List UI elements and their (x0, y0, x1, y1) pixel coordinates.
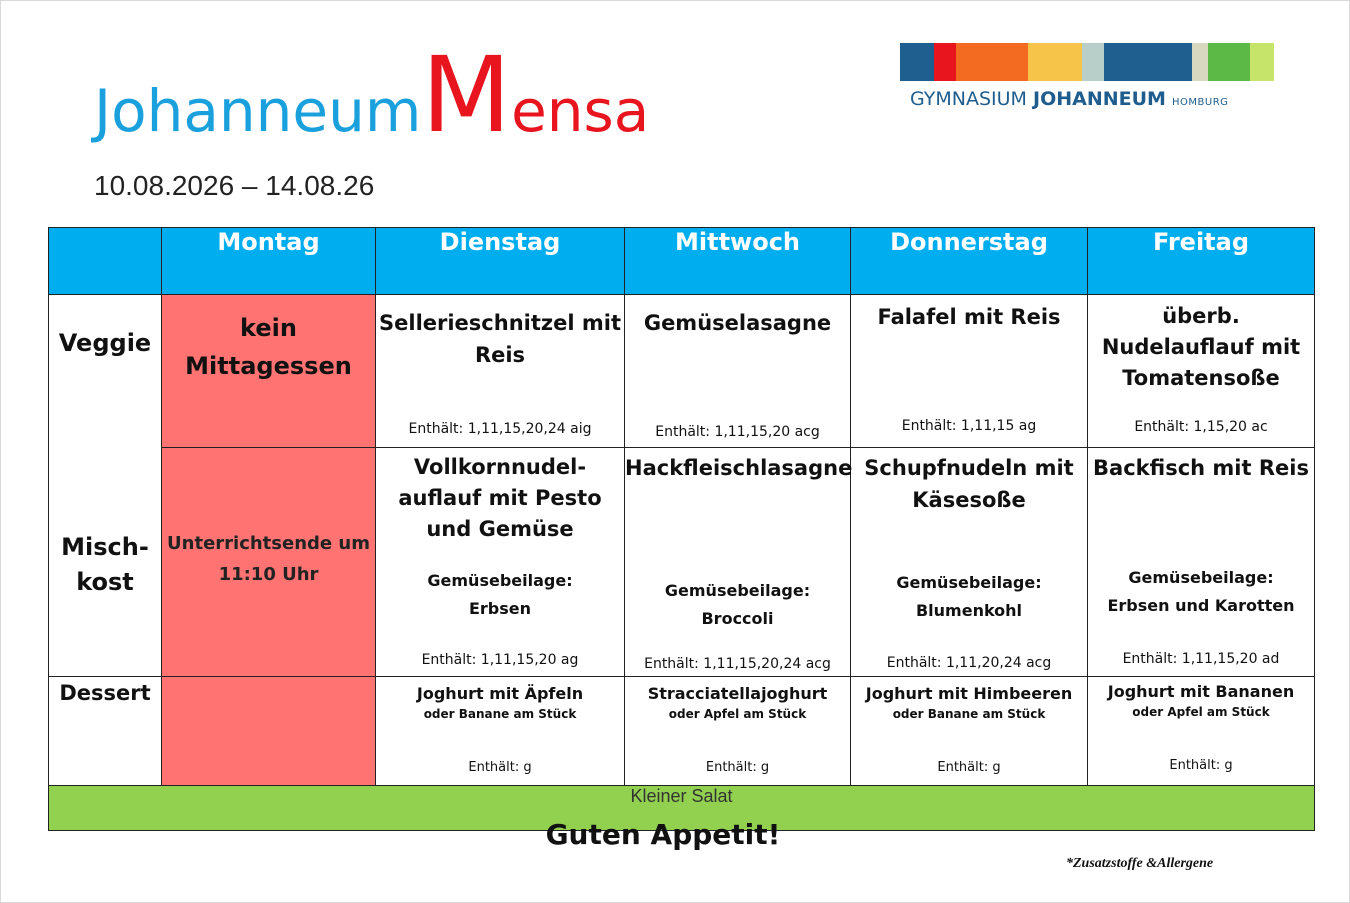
mischkost-donnerstag (851, 448, 1088, 677)
allergen-info: Enthält: 1,11,20,24 acg (886, 655, 1052, 671)
allergen-info: Enthält: 1,15,20 ac (1134, 419, 1268, 435)
closed-line1: kein (240, 314, 297, 342)
dish-line: Schupfnudeln mit (864, 456, 1074, 480)
dessert-main: Stracciatellajoghurt (647, 684, 828, 703)
mischkost-mittwoch (625, 448, 851, 677)
allergen-info: Enthält: g (468, 760, 532, 775)
allergen-info: Enthält: 1,11,15,20 ad (1122, 651, 1280, 667)
veggie-donnerstag (851, 295, 1088, 448)
monday-veggie-closed (162, 295, 376, 448)
monday-dessert-closed (162, 677, 376, 786)
dish-line: auflauf mit Pesto (398, 486, 602, 510)
logo-homburg: HOMBURG (1172, 97, 1229, 108)
dish-line: Nudelauflauf mit (1101, 335, 1301, 359)
mischkost-freitag (1088, 448, 1315, 677)
dish-line: überb. (1162, 304, 1240, 328)
row-label-dessert (49, 677, 162, 786)
mischkost-row (49, 448, 1315, 677)
row-label-mischkost (49, 448, 162, 677)
veggie-dienstag (376, 295, 625, 448)
dessert-donnerstag (851, 677, 1088, 786)
dessert-main: Joghurt mit Himbeeren (865, 684, 1073, 703)
side-dish: Broccoli (701, 609, 774, 628)
side-dish: Erbsen (468, 599, 532, 618)
page-title (94, 34, 650, 160)
monday-mischkost-closed (162, 448, 376, 677)
header-row (49, 228, 1315, 295)
row-label-veggie (49, 295, 162, 448)
school-logo-color-bar (900, 43, 1274, 81)
dish-line: Reis (474, 343, 526, 367)
guten-appetit-text: Guten Appetit! (545, 818, 781, 851)
day-header-mittwoch: Mittwoch (625, 228, 851, 295)
dessert-alternative: oder Banane am Stück (423, 707, 577, 721)
dessert-alternative: oder Apfel am Stück (668, 707, 807, 721)
logo-johanneum: JOHANNEUM (1033, 88, 1166, 110)
dessert-mittwoch (625, 677, 851, 786)
allergen-info: Enthält: g (1169, 758, 1233, 773)
veggie-row (49, 295, 1315, 448)
side-dish: Blumenkohl (915, 601, 1023, 620)
side-label: Gemüsebeilage: (664, 581, 811, 600)
allergen-info: Enthält: g (705, 760, 770, 775)
week-dates: 10.08.2026 – 14.08.26 (94, 170, 375, 201)
note-line1: Unterrichtsende um (167, 533, 370, 554)
dish-line: Vollkornnudel- (413, 455, 587, 479)
veggie-label: Veggie (58, 329, 152, 357)
mischkost-dienstag (376, 448, 625, 677)
dessert-alternative: oder Banane am Stück (892, 707, 1046, 721)
title-big-m: M (421, 34, 512, 156)
dish-line: Käsesoße (912, 488, 1026, 512)
side-label: Gemüsebeilage: (896, 573, 1042, 592)
dessert-alternative: oder Apfel am Stück (1132, 705, 1270, 719)
dessert-main: Joghurt mit Äpfeln (416, 684, 584, 703)
dish-line: und Gemüse (426, 517, 574, 541)
day-header-freitag: Freitag (1088, 228, 1315, 295)
allergen-info: Enthält: 1,11,15,20 acg (655, 424, 820, 440)
day-header-dienstag: Dienstag (376, 228, 625, 295)
dessert-dienstag (376, 677, 625, 786)
side-label: Gemüsebeilage: (1128, 568, 1274, 587)
additives-footnote: *Zusatzstoffe &Allergene (1066, 856, 1214, 871)
allergen-info: Enthält: 1,11,15,20,24 acg (644, 656, 831, 672)
closed-line2: Mittagessen (185, 352, 352, 380)
salad-banner: Kleiner Salat (49, 786, 1315, 831)
side-dish: Erbsen und Karotten (1107, 596, 1295, 615)
side-label: Gemüsebeilage: (427, 571, 573, 590)
mischkost-label-2: kost (76, 567, 134, 596)
title-johanneum: Johanneum (94, 77, 422, 145)
note-line2: 11:10 Uhr (218, 564, 319, 585)
dish-line: Falafel mit Reis (877, 305, 1061, 329)
dish-line: Sellerieschnitzel mit (379, 311, 621, 335)
dish-line: Tomatensoße (1122, 366, 1280, 390)
day-header-montag: Montag (162, 228, 376, 295)
logo-gymnasium: GYMNASIUM (910, 88, 1027, 110)
allergen-info: Enthält: g (937, 760, 1001, 775)
title-ensa: ensa (511, 77, 650, 145)
menu-table (48, 227, 1315, 831)
mischkost-label-1: Misch- (61, 532, 149, 561)
dish-line: Backfisch mit Reis (1093, 456, 1309, 480)
school-logo-text (910, 88, 1228, 110)
header-corner (49, 228, 162, 295)
dessert-label: Dessert (59, 681, 151, 705)
dish-line: Gemüselasagne (643, 311, 832, 335)
veggie-mittwoch (625, 295, 851, 448)
dessert-main: Joghurt mit Bananen (1107, 682, 1295, 701)
dessert-row (49, 677, 1315, 786)
allergen-info: Enthält: 1,11,15,20,24 aig (408, 421, 592, 437)
dish-line: Hackfleischlasagne (625, 456, 853, 480)
veggie-freitag (1088, 295, 1315, 448)
allergen-info: Enthält: 1,11,15 ag (901, 418, 1037, 434)
allergen-info: Enthält: 1,11,15,20 ag (421, 652, 579, 668)
day-header-donnerstag: Donnerstag (851, 228, 1088, 295)
dessert-freitag (1088, 677, 1315, 786)
